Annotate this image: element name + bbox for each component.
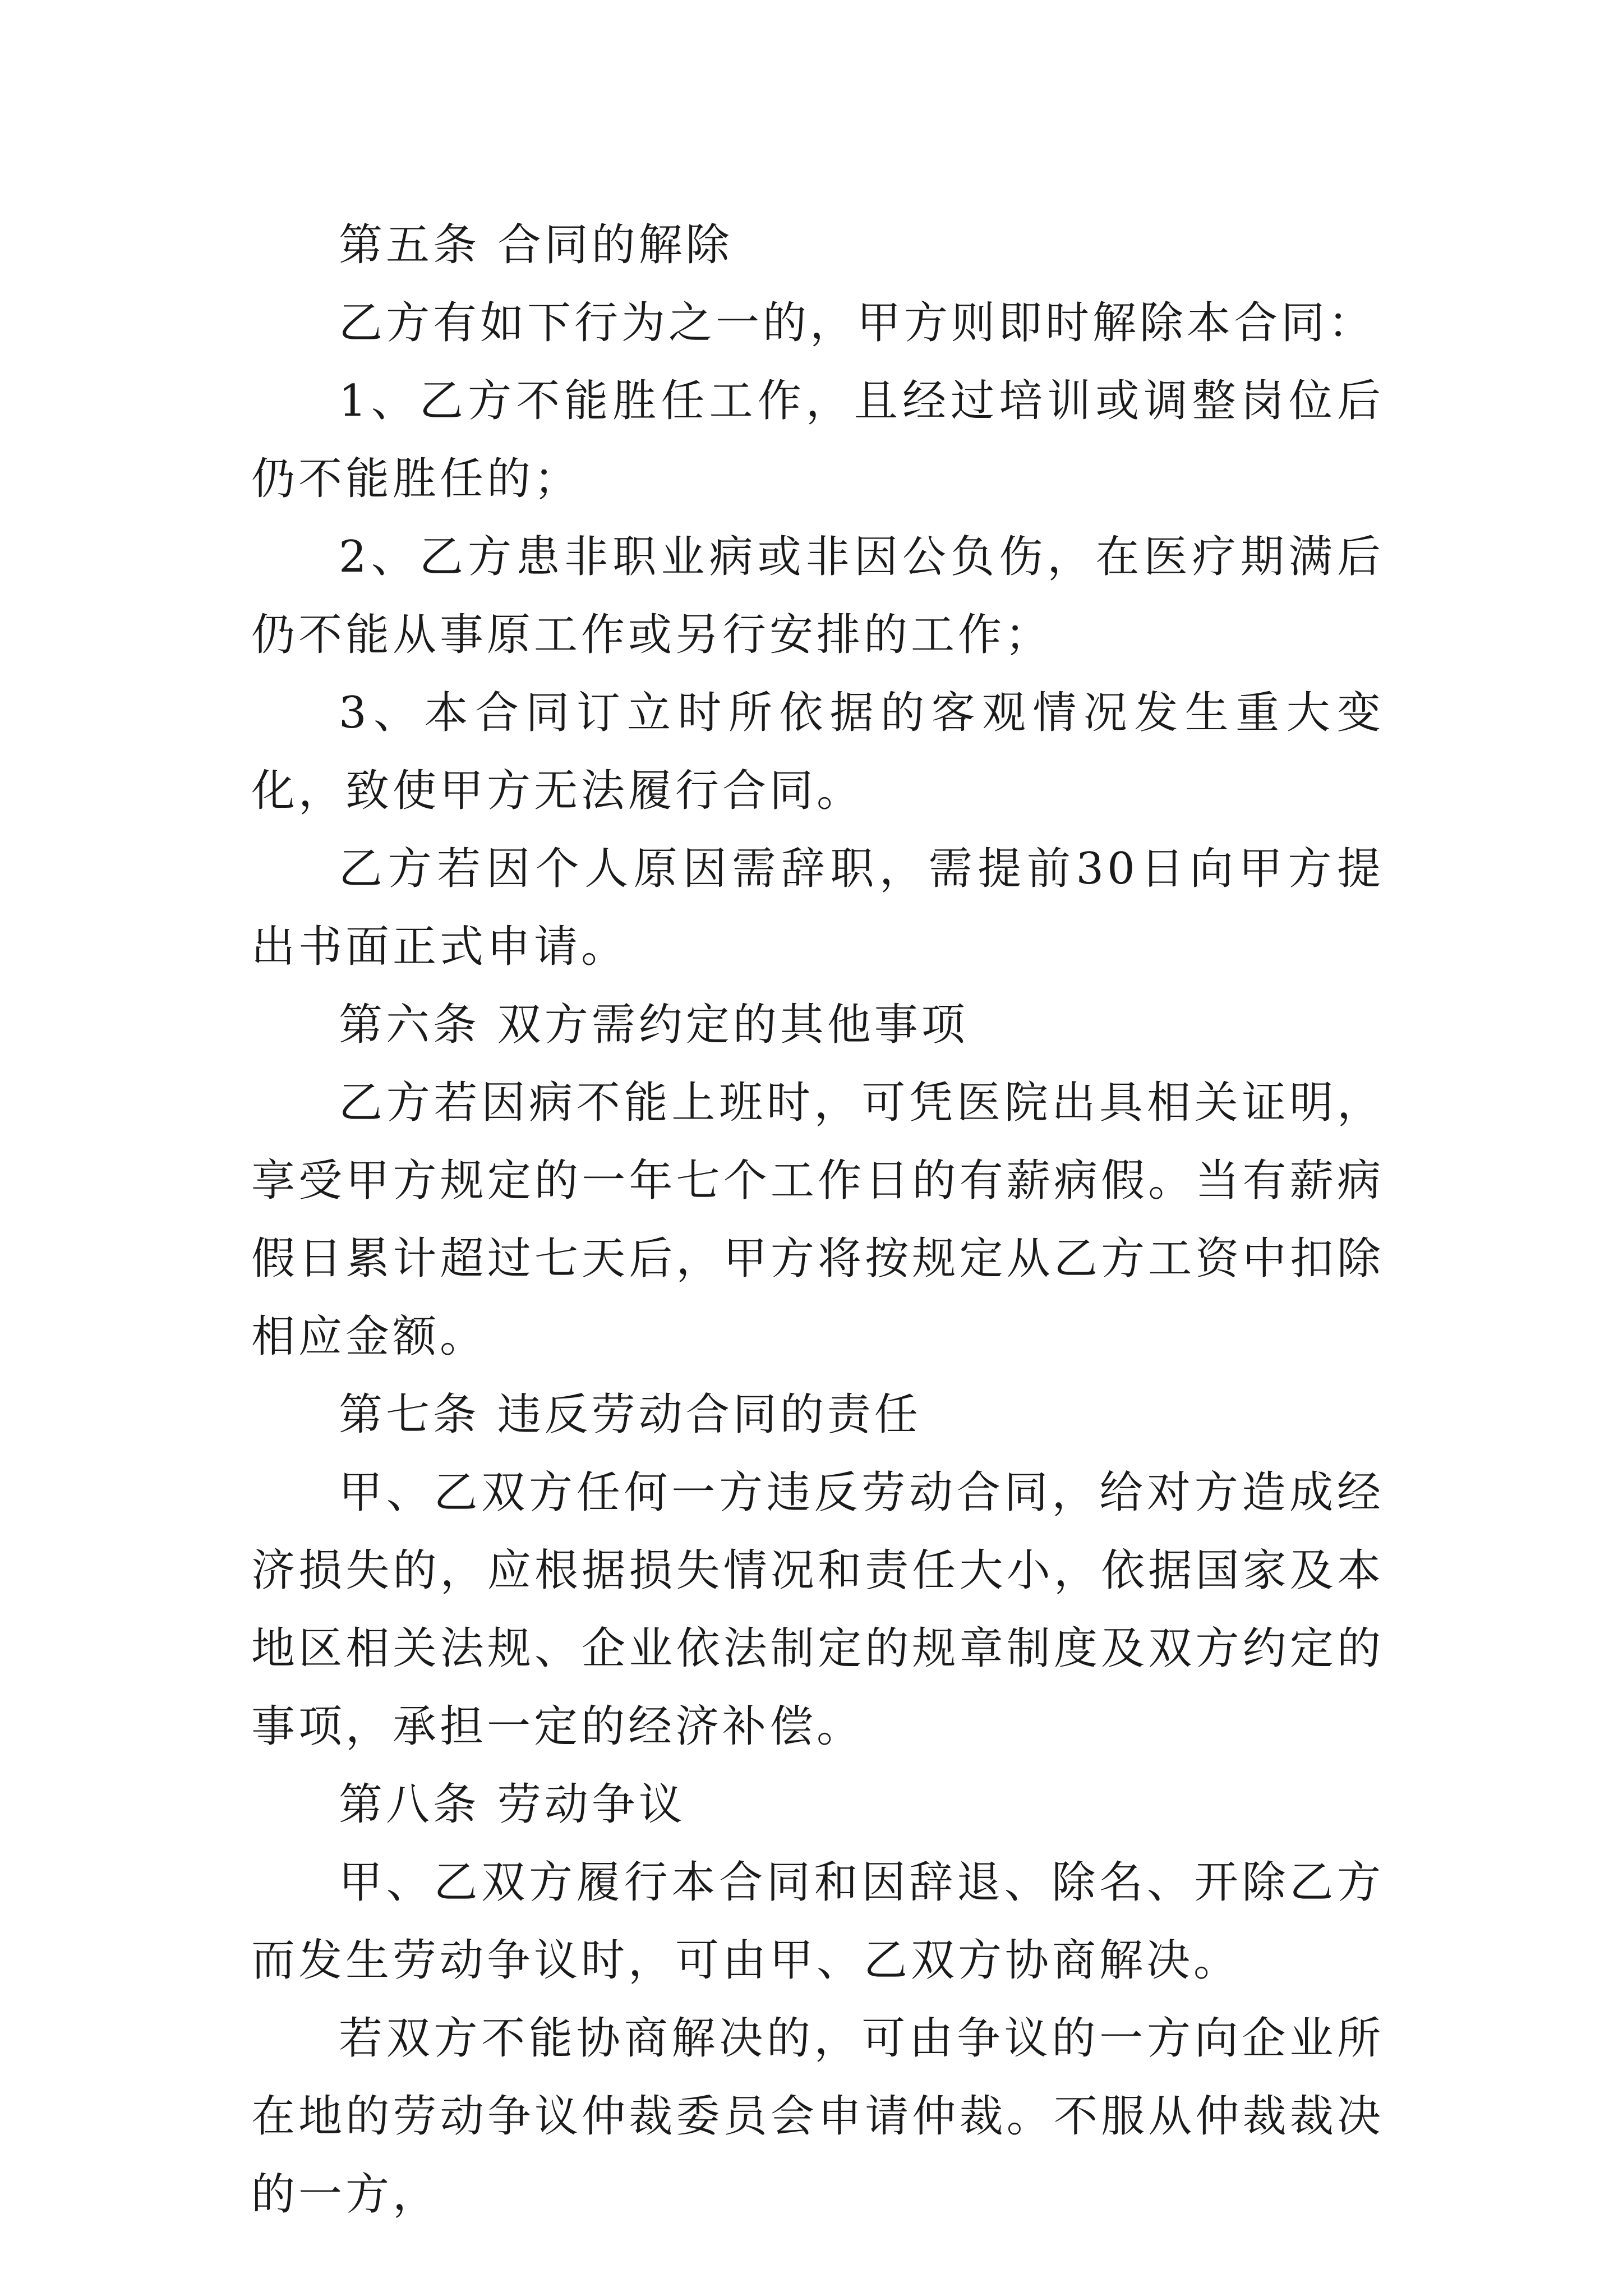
paragraph-dispute-arbitration: 若双方不能协商解决的，可由争议的一方向企业所在地的劳动争议仲裁委员会申请仲裁。不服从仲裁裁决的一方， bbox=[251, 2013, 1384, 2220]
paragraph-dispute-negotiation: 甲、乙双方履行本合同和因辞退、除名、开除乙方而发生劳动争议时，可由甲、乙双方协商解决。 bbox=[251, 1857, 1384, 1986]
article-5-heading: 第五条 合同的解除 bbox=[339, 220, 733, 270]
paragraph-clause-3: 3、本合同订立时所依据的客观情况发生重大变化，致使甲方无法履行合同。 bbox=[251, 688, 1384, 816]
paragraph-liability: 甲、乙双方任何一方违反劳动合同，给对方造成经济损失的，应根据损失情况和责任大小，依据国家及本地区相关法规、企业依法制定的规章制度及双方约定的事项，承担一定的经济补偿。 bbox=[251, 1467, 1384, 1752]
paragraph-sick-leave: 乙方若因病不能上班时，可凭医院出具相关证明，享受甲方规定的一年七个工作日的有薪病假。当有薪病假日累计超过七天后，甲方将按规定从乙方工资中扣除相应金额。 bbox=[251, 1078, 1384, 1362]
paragraph-clause-2: 2、乙方患非职业病或非因公负伤，在医疗期满后仍不能从事原工作或另行安排的工作； bbox=[251, 532, 1384, 660]
document-body bbox=[251, 206, 1384, 2234]
paragraph-termination-intro: 乙方有如下行为之一的，甲方则即时解除本合同： bbox=[339, 298, 1376, 348]
article-6-heading: 第六条 双方需约定的其他事项 bbox=[339, 1000, 969, 1050]
article-8-heading: 第八条 劳动争议 bbox=[339, 1779, 686, 1830]
paragraph-resignation: 乙方若因个人原因需辞职，需提前30日向甲方提出书面正式申请。 bbox=[251, 844, 1384, 972]
article-7-heading: 第七条 违反劳动合同的责任 bbox=[339, 1389, 921, 1440]
paragraph-clause-1: 1、乙方不能胜任工作，且经过培训或调整岗位后仍不能胜任的； bbox=[251, 376, 1384, 504]
